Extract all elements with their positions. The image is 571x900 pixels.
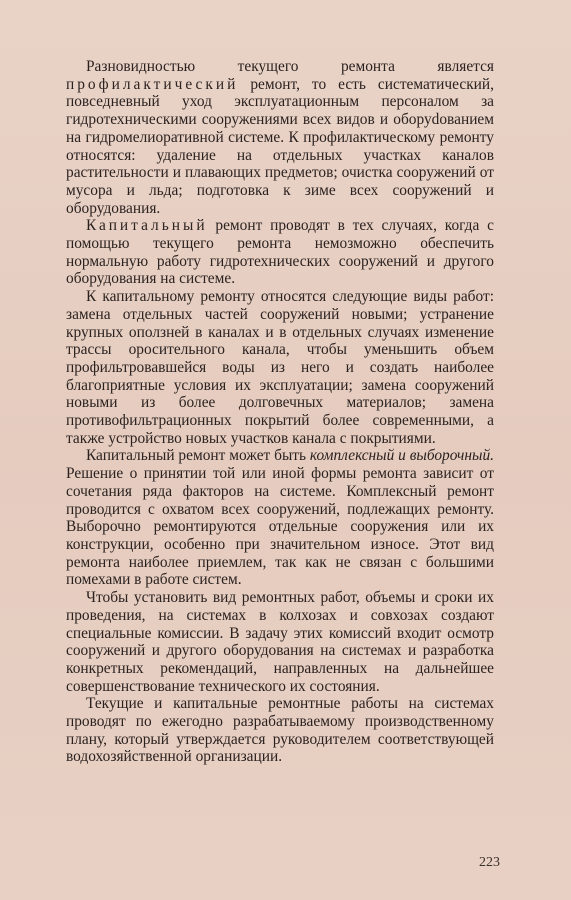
paragraph-2 — [66, 217, 494, 288]
paragraph-6-text: Текущие и капитальные ремонтные работы на системах проводят по ежегодно разрабатываемому производственному плану, который утверждается руководителем соответствующей водохозяйственной организации. — [66, 695, 494, 766]
paragraph-4-lead: Капитальный ремонт может быть — [86, 447, 310, 465]
paragraph-3-text: К капитальному ремонту относятся следующие виды работ: замена отдельных частей сооружений новыми; устранение крупных оползней в каналах и в отдельных случаях изменение трассы оросительного канала, чтобы уменьшить объем профильтровавшейся воды из него и создать наиболее благоприятные условия их эксплуатации; замена сооружений новыми из более долговечных материалов; замена противофильтрационных покрытий более современными, а также устройство новых участков канала с покрытиями. — [66, 288, 494, 447]
spaced-term-kapitalnyy: Капитальный — [86, 217, 208, 235]
paragraph-1-rest: ремонт, то есть систематический, повседневный уход эксплуатационным персоналом за гидротехническими сооружениями всех видов и оборуdованием на гидромелиоративной системе. К профилактическому ремонту относятся: удаление на отдельных участках каналов растительности и плавающих предметов; очистка сооружений от мусора и льда; подготовка к зиме всех сооружений и оборудования. — [66, 75, 494, 217]
page-number: 223 — [479, 855, 500, 870]
paragraph-5-text: Чтобы установить вид ремонтных работ, объемы и сроки их проведения, на системах в колхозах и совхозах создают специальные комиссии. В задачу этих комиссий входит осмотр сооружений и другого оборудования на системах и разработка конкретных рекомендаций, направленных на дальнейшее совершенствование технического их состояния. — [66, 589, 494, 695]
paragraph-5 — [66, 589, 494, 695]
paragraph-1 — [66, 58, 494, 217]
italic-term: комплексный и выборочный. — [309, 447, 494, 465]
paragraph-2-rest: ремонт проводят в тех случаях, когда с помощью текущего ремонта немозможно обеспечить нормальную работу гидротехнических сооружений и другого оборудования на системе. — [66, 217, 494, 288]
page-text — [66, 58, 494, 766]
paragraph-3 — [66, 288, 494, 447]
paragraph-4 — [66, 447, 494, 589]
paragraph-1-lead: Разновидностью текущего ремонта является — [86, 58, 494, 75]
paragraph-4-rest: Решение о принятии той или иной формы ремонта зависит от сочетания ряда факторов на системе. Комплексный ремонт проводится с охватом всех сооружений, подлежащих ремонту. Выборочно ремонтируются отдельные сооружения или их конструкции, особенно при значительном износе. Этот вид ремонта наиболее приемлем, так как не связан с большими помехами в работе систем. — [66, 465, 494, 589]
paragraph-6 — [66, 695, 494, 766]
spaced-term-profilakticheskiy: профилактический — [66, 75, 239, 93]
